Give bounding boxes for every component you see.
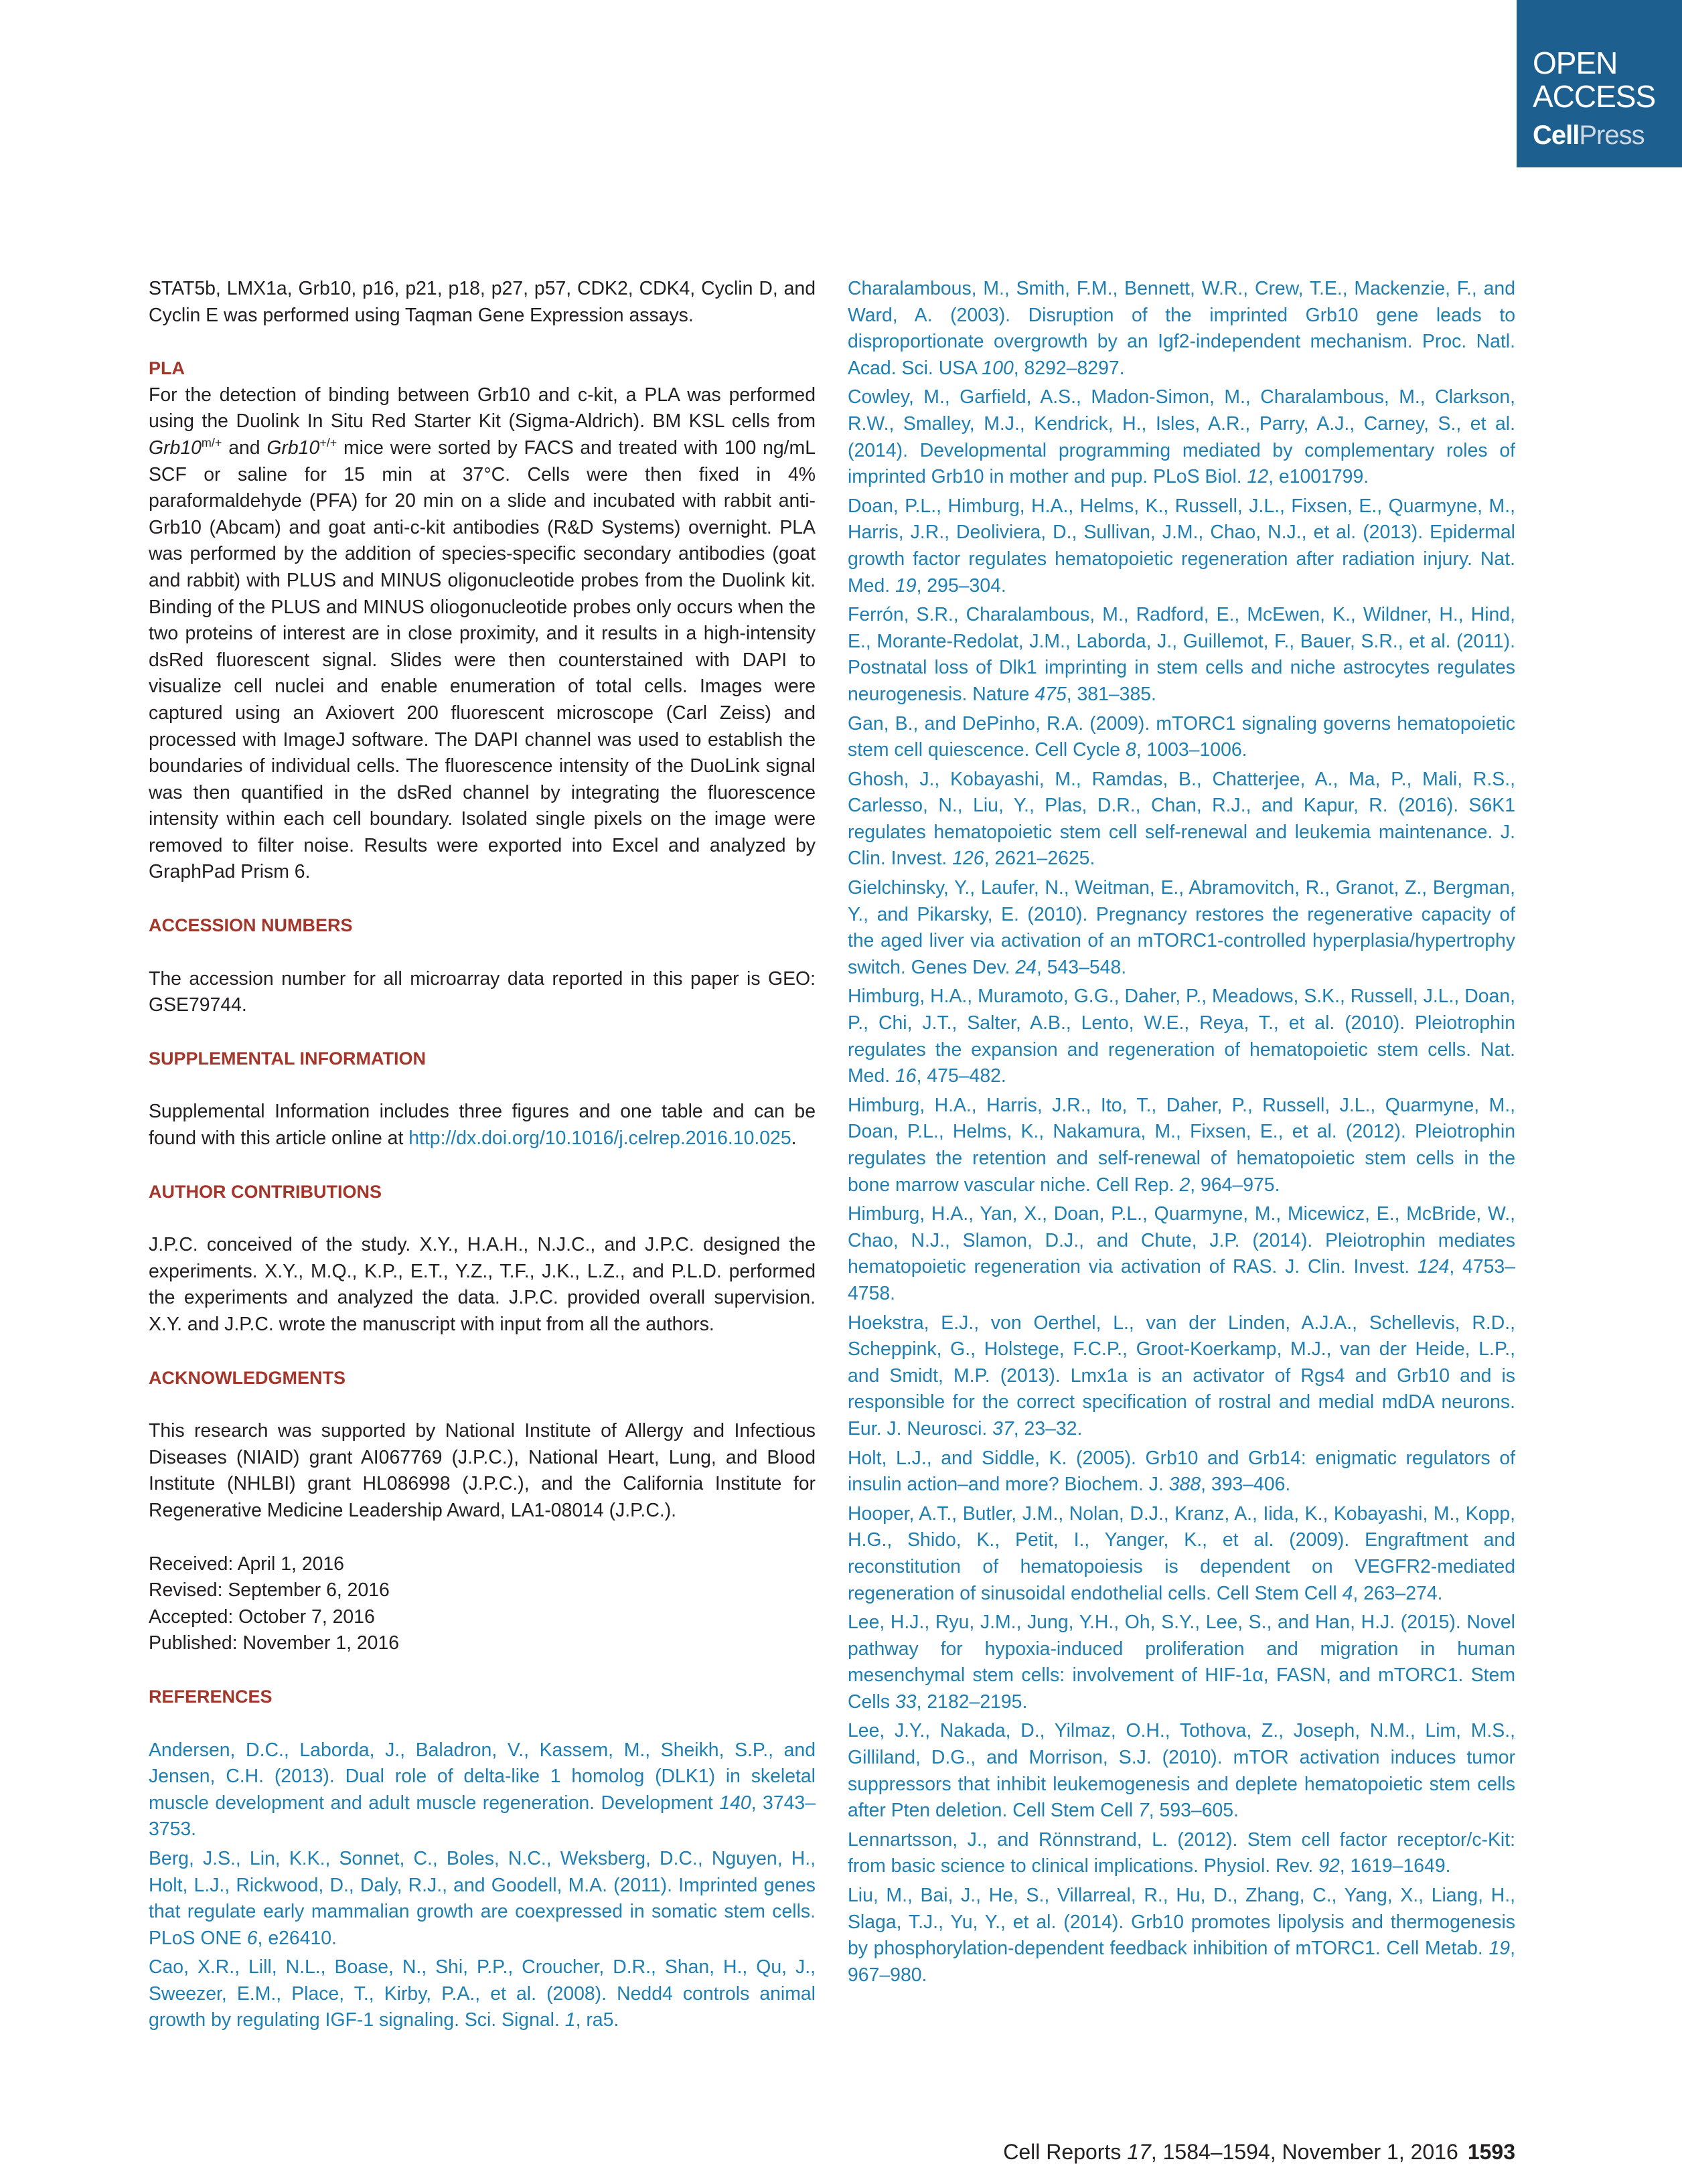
- reference-item[interactable]: Andersen, D.C., Laborda, J., Baladron, V., Kassem, M., Sheikh, S.P., and Jensen, C.H. (2013). Dual role of delta-like 1 homolog (DLK1) in skeletal muscle development and adult muscle regeneration. Development 140, 3743–3753.: [149, 1739, 816, 1841]
- accession-heading: ACCESSION NUMBERS: [149, 915, 353, 936]
- cellpress-logo: [1533, 121, 1645, 150]
- reference-item[interactable]: Doan, P.L., Himburg, H.A., Helms, K., Russell, J.L., Fixsen, E., Quarmyne, M., Harris, J.R., Deoliviera, D., Sullivan, J.M., Chao, N.J., et al. (2013). Epidermal growth factor regulates hematopoietic regeneration after radiation injury. Nat. Med. 19, 295–304.: [848, 495, 1515, 597]
- author-contributions-heading: AUTHOR CONTRIBUTIONS: [149, 1181, 382, 1202]
- pla-heading: PLA: [149, 358, 185, 379]
- intro-paragraph: STAT5b, LMX1a, Grb10, p16, p21, p18, p27, p57, CDK2, CDK4, Cyclin D, and Cyclin E was performed using Taqman Gene Expression assays.: [149, 278, 816, 326]
- history-dates: [149, 1551, 816, 1657]
- reference-item[interactable]: Holt, L.J., and Siddle, K. (2005). Grb10 and Grb14: enigmatic regulators of insulin action–and more? Biochem. J. 388, 393–406.: [848, 1447, 1515, 1496]
- acknowledgments-paragraph: This research was supported by National Institute of Allergy and Infectious Diseases (NIAID) grant AI067769 (J.P.C.), National Heart, Lung, and Blood Institute (NHLBI) grant HL086998 (J.P.C.), and the California Institute for Regenerative Medicine Leadership Award, LA1-08014 (J.P.C.).: [149, 1420, 816, 1521]
- reference-item[interactable]: Gielchinsky, Y., Laufer, N., Weitman, E., Abramovitch, R., Granot, Z., Bergman, Y., and Pikarsky, E. (2010). Pregnancy restores the regenerative capacity of the aged liver via activation of an mTORC1-controlled hyperplasia/hypertrophy switch. Genes Dev. 24, 543–548.: [848, 877, 1515, 978]
- acknowledgments-heading: ACKNOWLEDGMENTS: [149, 1367, 346, 1388]
- logo-press: Press: [1579, 121, 1645, 150]
- reference-item[interactable]: Ferrón, S.R., Charalambous, M., Radford, E., McEwen, K., Wildner, H., Hind, E., Morante-Redolat, J.M., Laborda, J., Guillemot, F., Bauer, S.R., et al. (2011). Postnatal loss of Dlk1 imprinting in stem cells and niche astrocytes regulates neurogenesis. Nature 475, 381–385.: [848, 604, 1515, 705]
- page-footer: [937, 2138, 1515, 2165]
- reference-item[interactable]: Lee, J.Y., Nakada, D., Yilmaz, O.H., Tothova, Z., Joseph, N.M., Lim, M.S., Gilliland, D.G., and Morrison, S.J. (2010). mTOR activation induces tumor suppressors that inhibit leukemogenesis and deplete hematopoietic stem cells after Pten deletion. Cell Stem Cell 7, 593–605.: [848, 1720, 1515, 1822]
- references-list-left: [149, 1737, 816, 2035]
- reference-item[interactable]: Cao, X.R., Lill, N.L., Boase, N., Shi, P.P., Croucher, D.R., Shan, H., Qu, J., Sweezer, E.M., Place, T., Kirby, P.A., et al. (2008). Nedd4 controls animal growth by regulating IGF-1 signaling. Sci. Signal. 1, ra5.: [149, 1956, 816, 2031]
- supplemental-paragraph: Supplemental Information includes three figures and one table and can be found with this article online at http://dx.doi.org/10.1016/j.celrep.2016.10.025.: [149, 1101, 816, 1150]
- accession-paragraph: The accession number for all microarray data reported in this paper is GEO: GSE79744.: [149, 967, 816, 1016]
- journal-name: Cell Reports: [1003, 2140, 1128, 2164]
- reference-item[interactable]: Gan, B., and DePinho, R.A. (2009). mTORC1 signaling governs hematopoietic stem cell quiescence. Cell Cycle 8, 1003–1006.: [848, 712, 1515, 761]
- badge-open: OPEN: [1533, 46, 1618, 80]
- reference-item[interactable]: Hoekstra, E.J., von Oerthel, L., van der Linden, A.J.A., Schellevis, R.D., Scheppink, G., Holstege, F.C.P., Groot-Koerkamp, M.J., van der Heide, L.P., and Smidt, M.P. (2013). Lmx1a is an activator of Rgs4 and Grb10 and is responsible for the correct specification of rostral and medial mdDA neurons. Eur. J. Neurosci. 37, 23–32.: [848, 1312, 1515, 1439]
- reference-item[interactable]: Ghosh, J., Kobayashi, M., Ramdas, B., Chatterjee, A., Ma, P., Mali, R.S., Carlesso, N., Liu, Y., Plas, D.R., Chan, R.J., and Kapur, R. (2016). S6K1 regulates hematopoietic stem cell self-renewal and leukemia maintenance. J. Clin. Invest. 126, 2621–2625.: [848, 768, 1515, 870]
- badge-access: ACCESS: [1533, 79, 1656, 114]
- author-contributions-paragraph: J.P.C. conceived of the study. X.Y., H.A.H., N.J.C., and J.P.C. designed the experiments. X.Y., M.Q., K.P., E.T., Y.Z., T.F., J.K., L.Z., and P.L.D. performed the experiments and analyzed the data. J.P.C. provided overall supervision. X.Y. and J.P.C. wrote the manuscript with input from all the authors.: [149, 1234, 816, 1335]
- reference-item[interactable]: Cowley, M., Garfield, A.S., Madon-Simon, M., Charalambous, M., Clarkson, R.W., Smalley, M.J., Kendrick, H., Isles, A.R., Parry, A.J., Carney, S., et al. (2014). Developmental programming mediated by complementary roles of imprinted Grb10 in mother and pup. PLoS Biol. 12, e1001799.: [848, 386, 1515, 488]
- open-access-badge: [1517, 0, 1682, 167]
- page-number: 1593: [1467, 2140, 1515, 2164]
- doi-link[interactable]: http://dx.doi.org/10.1016/j.celrep.2016.10.025: [408, 1127, 791, 1150]
- supplemental-heading: SUPPLEMENTAL INFORMATION: [149, 1048, 426, 1069]
- journal-pages: , 1584–1594, November 1, 2016: [1150, 2140, 1458, 2164]
- reference-item[interactable]: Himburg, H.A., Muramoto, G.G., Daher, P., Meadows, S.K., Russell, J.L., Doan, P., Chi, J.T., Salter, A.B., Lento, W.E., Reya, T., et al. (2010). Pleiotrophin regulates the expansion and regeneration of hematopoietic stem cells. Nat. Med. 16, 475–482.: [848, 986, 1515, 1087]
- reference-item[interactable]: Hooper, A.T., Butler, J.M., Nolan, D.J., Kranz, A., Iida, K., Kobayashi, M., Kopp, H.G., Shido, K., Petit, I., Yanger, K., et al. (2009). Engraftment and reconstitution of hematopoiesis is dependent on VEGFR2-mediated regeneration of sinusoidal endothelial cells. Cell Stem Cell 4, 263–274.: [848, 1502, 1515, 1604]
- journal-volume: 17: [1127, 2140, 1151, 2164]
- left-column: [149, 276, 816, 2034]
- reference-item[interactable]: Himburg, H.A., Harris, J.R., Ito, T., Daher, P., Russell, J.L., Quarmyne, M., Doan, P.L., Helms, K., Nakamura, M., Fixsen, E., et al. (2012). Pleiotrophin regulates the retention and self-renewal of hematopoietic stem cells in the bone marrow vascular niche. Cell Rep. 2, 964–975.: [848, 1094, 1515, 1196]
- reference-item[interactable]: Himburg, H.A., Yan, X., Doan, P.L., Quarmyne, M., Micewicz, E., McBride, W., Chao, N.J., Slamon, D.J., and Chute, J.P. (2014). Pleiotrophin mediates hematopoietic regeneration via activation of RAS. J. Clin. Invest. 124, 4753–4758.: [848, 1203, 1516, 1304]
- reference-item[interactable]: Berg, J.S., Lin, K.K., Sonnet, C., Boles, N.C., Weksberg, D.C., Nguyen, H., Holt, L.J., Rickwood, D., Daly, R.J., and Goodell, M.A. (2011). Imprinted genes that regulate early mammalian growth are coexpressed in somatic stem cells. PLoS ONE 6, e26410.: [149, 1847, 816, 1949]
- revised-date: Revised: September 6, 2016: [149, 1579, 390, 1602]
- reference-item[interactable]: Lee, H.J., Ryu, J.M., Jung, Y.H., Oh, S.Y., Lee, S., and Han, H.J. (2015). Novel pathway for hypoxia-induced proliferation and migration in human mesenchymal stem cells: involvement of HIF-1α, FASN, and mTORC1. Stem Cells 33, 2182–2195.: [848, 1612, 1515, 1713]
- accepted-date: Accepted: October 7, 2016: [149, 1606, 375, 1628]
- logo-cell: Cell: [1533, 121, 1580, 150]
- references-list-right: [848, 276, 1515, 1988]
- reference-item[interactable]: Lennartsson, J., and Rönnstrand, L. (2012). Stem cell factor receptor/c-Kit: from basic science to clinical implications. Physiol. Rev. 92, 1619–1649.: [848, 1828, 1515, 1877]
- published-date: Published: November 1, 2016: [149, 1632, 400, 1654]
- pla-paragraph: For the detection of binding between Grb10 and c-kit, a PLA was performed using the Duolink In Situ Red Starter Kit (Sigma-Aldrich). BM KSL cells from $Grb10^{m/+}$ and Grb10+/+ mice were sorted by FACS and treated with 100 ng/mL SCF or saline for 15 min at 37°C. Cells were then fixed in 4% paraformaldehyde (PFA) for 20 min on a slide and incubated with rabbit anti-Grb10 (Abcam) and goat anti-c-kit antibodies (R&D Systems) overnight. PLA was performed by the addition of species-specific secondary antibodies (goat and rabbit) with PLUS and MINUS oligonucleotide probes from the Duolink kit. Binding of the PLUS and MINUS oliogonucleotide probes only occurs when the two proteins of interest are in close proximity, and it results in a high-intensity dsRed fluorescent signal. Slides were then counterstained with DAPI to visualize cell nuclei and enable enumeration of total cells. Images were captured using an Axiovert 200 fluorescent microscope (Carl Zeiss) and processed with ImageJ software. The DAPI channel was used to establish the boundaries of individual cells. The fluorescence intensity of the DuoLink signal was then quantified in the dsRed channel by integrating the fluorescence intensity within each cell boundary. Isolated single pixels on the image were removed to filter noise. Results were exported into Excel and analyzed by GraphPad Prism 6.: [149, 384, 816, 883]
- references-heading: REFERENCES: [149, 1686, 273, 1707]
- received-date: Received: April 1, 2016: [149, 1553, 344, 1575]
- reference-item[interactable]: Liu, M., Bai, J., He, S., Villarreal, R., Hu, D., Zhang, C., Yang, X., Liang, H., Slaga, T.J., Yu, Y., et al. (2014). Grb10 promotes lipolysis and thermogenesis by phosphorylation-dependent feedback inhibition of mTORC1. Cell Metab. 19, 967–980.: [848, 1885, 1515, 1986]
- right-column: [848, 276, 1515, 1988]
- reference-item[interactable]: Charalambous, M., Smith, F.M., Bennett, W.R., Crew, T.E., Mackenzie, F., and Ward, A. (2003). Disruption of the imprinted Grb10 gene leads to disproportionate overgrowth by an Igf2-independent mechanism. Proc. Natl. Acad. Sci. USA 100, 8292–8297.: [848, 278, 1515, 379]
